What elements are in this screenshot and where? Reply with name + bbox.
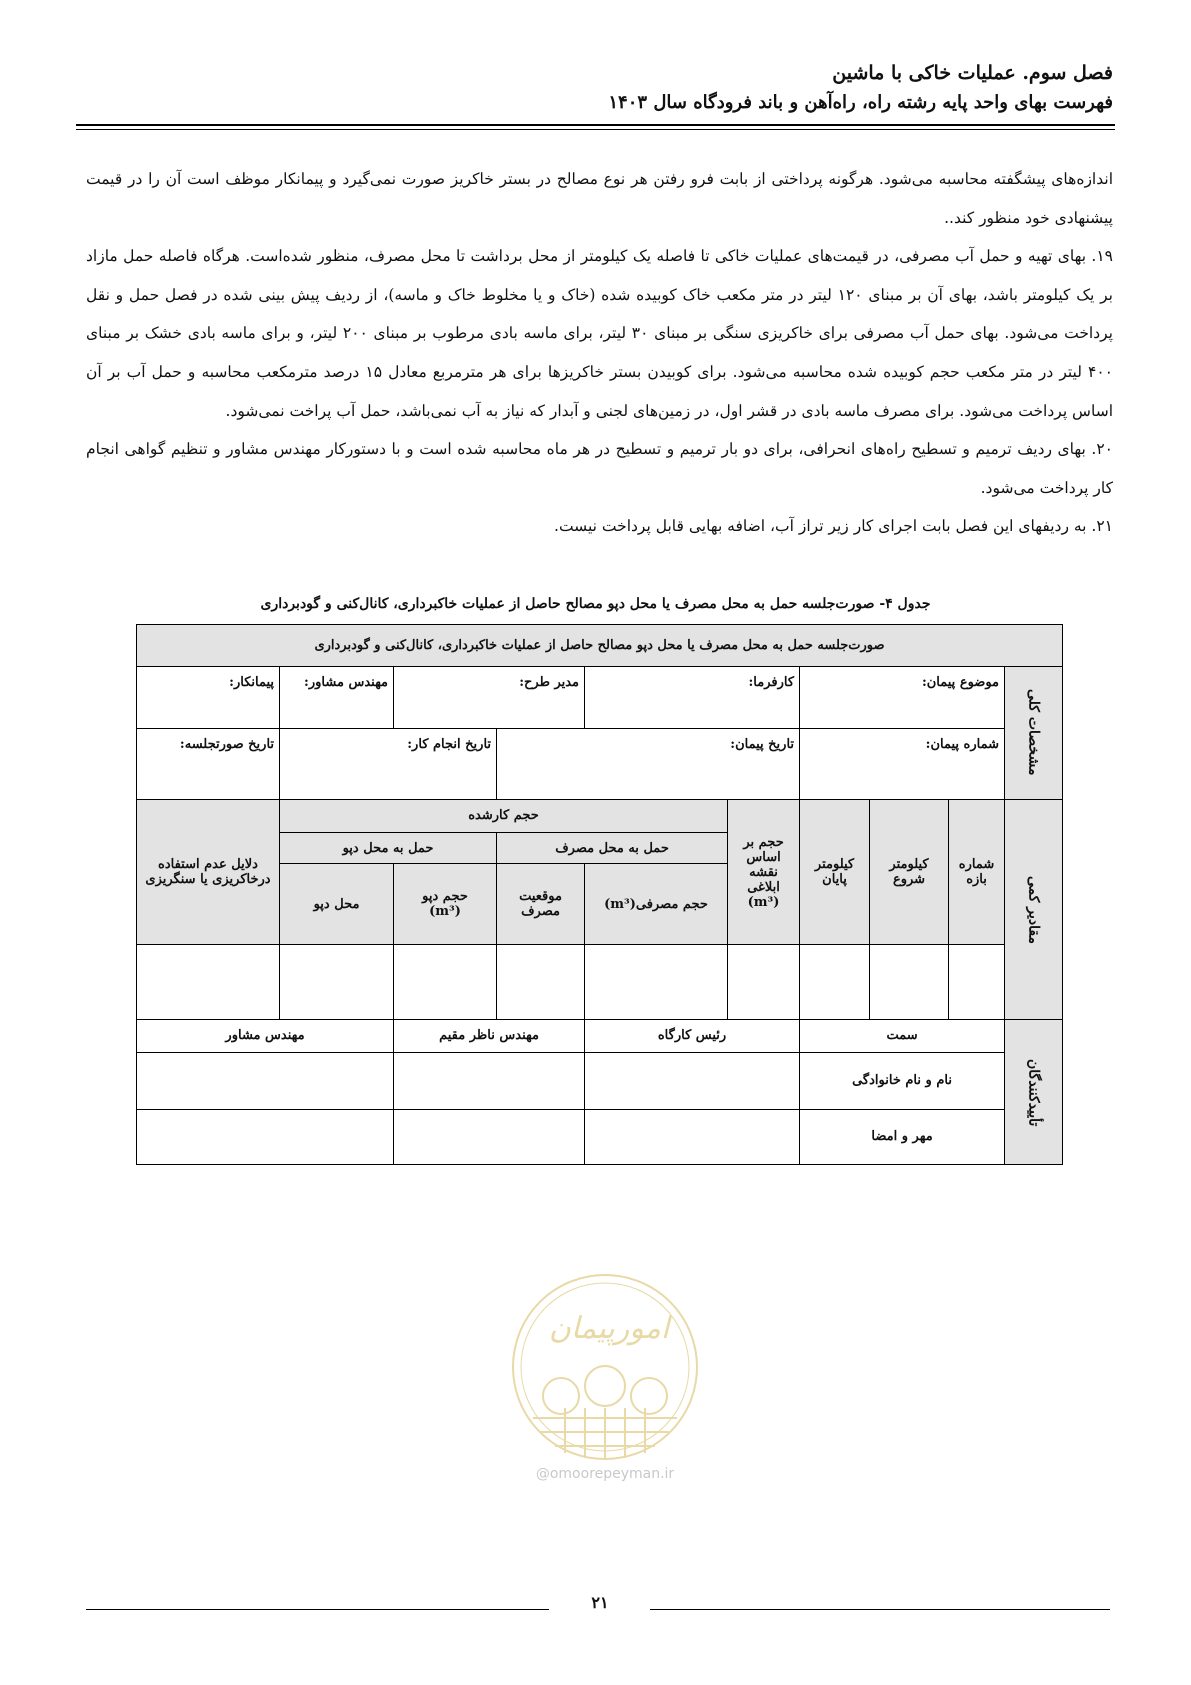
page-header: [73, 58, 1113, 118]
body-text: [86, 160, 1113, 546]
cell-empty: [394, 945, 497, 1020]
signer-seal-label: مهر و امضا: [800, 1109, 1005, 1164]
col-use-volume: حجم مصرفی(m³): [585, 864, 728, 945]
cell-empty: [394, 1109, 585, 1164]
paragraph: اندازه‌های پیشگفته محاسبه می‌شود. هرگونه پرداختی از بابت فرو رفتن هر نوع مصالح در بستر خاکریز صورت نمی‌گیرد و پیمانکار موظف است آن را در قیمت پیشنهادی خود منظور کند..: [86, 170, 1113, 227]
form-title: صورت‌جلسه حمل به محل مصرف یا محل دپو مصالح حاصل از عملیات خاکبرداری، کانال‌کنی و گودبرداری: [137, 625, 1063, 667]
cell-empty: [394, 1052, 585, 1109]
document-subtitle: فهرست بهای واحد پایه رشته راه، راه‌آهن و باند فرودگاه سال ۱۴۰۳: [608, 92, 1113, 113]
col-use-location: موقعیت مصرف: [497, 864, 585, 945]
col-segment-no: شماره بازه: [949, 799, 1005, 945]
minutes-form-table: [136, 624, 1063, 1165]
col-volume-plan: [728, 799, 800, 945]
col-depot-location: محل دپو: [280, 864, 394, 945]
header-rule-thin: [76, 129, 1115, 130]
cell-empty: [800, 945, 870, 1020]
col-volume-plan-label: حجم بر اساس نقشه ابلاغی: [743, 834, 784, 895]
field-minutes-date: تاریخ صورتجلسه:: [137, 729, 280, 800]
col-depot-volume: [394, 864, 497, 945]
watermark-logo: [505, 1268, 705, 1466]
cell-empty: [949, 945, 1005, 1020]
cell-empty: [585, 945, 728, 1020]
section-quantities: مقادیر کمی: [1005, 799, 1063, 1020]
page-number: ۲۱: [591, 1593, 609, 1612]
cell-empty: [497, 945, 585, 1020]
col-km-start: کیلومتر شروع: [870, 799, 949, 945]
chapter-title: فصل سوم. عملیات خاکی با ماشین: [832, 62, 1113, 84]
field-consultant: مهندس مشاور:: [280, 666, 394, 728]
footer-rule-left: [86, 1609, 549, 1610]
cell-empty: [870, 945, 949, 1020]
col-haul-to-depot: حمل به محل دپو: [280, 833, 497, 864]
section-signers: تأییدکنندگان: [1005, 1020, 1063, 1165]
cell-empty: [585, 1052, 800, 1109]
footer-rule-right: [650, 1609, 1110, 1610]
header-rule-thick: [76, 124, 1115, 126]
cell-empty: [137, 1052, 394, 1109]
field-contractor: پیمانکار:: [137, 666, 280, 728]
cell-empty: [585, 1109, 800, 1164]
col-reasons: دلایل عدم استفاده درخاکریزی یا سنگریزی: [137, 799, 280, 945]
col-haul-to-use: حمل به محل مصرف: [497, 833, 728, 864]
signer-resident-engineer: مهندس ناظر مقیم: [394, 1020, 585, 1052]
field-contract-subject: موضوع پیمان:: [800, 666, 1005, 728]
cell-empty: [728, 945, 800, 1020]
watermark-logo-text: امورپیمان: [548, 1311, 670, 1346]
col-depot-volume-label: حجم دپو: [422, 889, 468, 905]
cell-empty: [137, 1109, 394, 1164]
watermark-url: @omoorepeyman.ir: [535, 1466, 675, 1482]
field-project-manager: مدیر طرح:: [394, 666, 585, 728]
cell-empty: [280, 945, 394, 1020]
paragraph: ۲۰. بهای ردیف ترمیم و تسطیح راه‌های انحرافی، برای دو بار ترمیم و تسطیح در هر ماه محاسبه شده است و با دستورکار مهندس مشاور و تنظیم گواهی انجام کار پرداخت می‌شود.: [86, 440, 1113, 497]
paragraph: ۲۱. به ردیفهای این فصل بابت اجرای کار زیر تراز آب، اضافه بهایی قابل پرداخت نیست.: [554, 517, 1113, 536]
field-employer: کارفرما:: [585, 666, 800, 728]
table-caption: جدول ۴- صورت‌جلسه حمل به محل مصرف یا محل دپو مصالح حاصل از عملیات خاکبرداری، کانال‌کنی و گودبرداری: [260, 596, 931, 612]
signer-position-label: سمت: [800, 1020, 1005, 1052]
field-contract-date: تاریخ پیمان:: [497, 729, 800, 800]
col-km-end: کیلومتر پایان: [800, 799, 870, 945]
cell-empty: [137, 945, 280, 1020]
col-volume-excavated: حجم کارشده: [280, 799, 728, 832]
signer-name-label: نام و نام خانوادگی: [800, 1052, 1005, 1109]
field-contract-number: شماره پیمان:: [800, 729, 1005, 800]
field-work-date: تاریخ انجام کار:: [280, 729, 497, 800]
signer-consultant-engineer: مهندس مشاور: [137, 1020, 394, 1052]
col-volume-plan-unit: (m³): [747, 894, 780, 910]
paragraph: ۱۹. بهای تهیه و حمل آب مصرفی، در قیمت‌های عملیات خاکی تا فاصله یک کیلومتر از محل برداشت تا محل مصرف، منظور شده‌است. هرگاه فاصله حمل مازاد بر یک کیلومتر باشد، بهای آن بر مبنای ۱۲۰ لیتر در متر مکعب خاک کوبیده شده (خاک و یا مخلوط خاک و ماسه)، از ردیف پیش بینی شده در فصل حمل و نقل پرداخت می‌شود. بهای حمل آب مصرفی برای خاکریزی سنگی بر مبنای ۳۰ لیتر، برای ماسه بادی مرطوب بر مبنای ۲۰۰ لیتر، و برای ماسه بادی خشک بر مبنای ۴۰۰ لیتر در متر مکعب حجم کوبیده شده محاسبه می‌شود. برای کوبیدن بستر خاکریزها برای هر مترمربع معادل ۱۵ درصد مترمکعب محاسبه و حمل آب بر آن اساس پرداخت می‌شود. برای مصرف ماسه بادی در قشر اول، در زمین‌های لجنی و آبدار که نیاز به آب نمی‌باشد، حمل آب پراخت نمی‌شود.: [86, 247, 1113, 420]
col-depot-volume-unit: (m³): [429, 904, 461, 920]
section-general: مشخصات کلی: [1005, 666, 1063, 799]
signer-site-head: رئیس کارگاه: [585, 1020, 800, 1052]
